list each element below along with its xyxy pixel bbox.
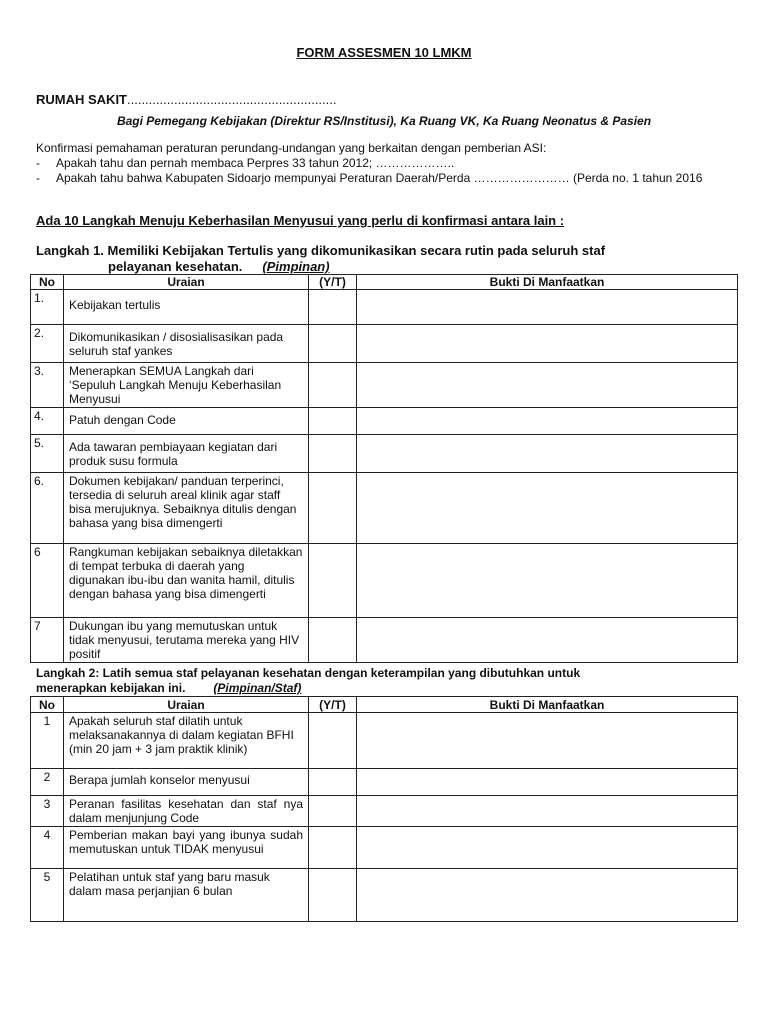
hospital-name-blank: ..........................................................: [127, 92, 337, 107]
langkah-1-line2-text: pelayanan kesehatan.: [108, 259, 243, 274]
bukti-cell[interactable]: [357, 827, 738, 869]
form-subtitle: Bagi Pemegang Kebijakan (Direktur RS/Institusi), Ka Ruang VK, Ka Ruang Neonatus & Pasien: [116, 114, 652, 128]
row-uraian: Berapa jumlah konselor menyusui: [64, 769, 309, 796]
langkah-2-line2: [36, 681, 736, 696]
table-row: [31, 713, 738, 769]
bukti-cell[interactable]: [357, 544, 738, 618]
row-uraian: Peranan fasilitas kesehatan dan staf nya dalam menjunjung Code: [64, 796, 309, 827]
langkah-1-heading: [36, 243, 736, 275]
intro-section: [36, 141, 736, 186]
hospital-name-line: [36, 92, 337, 107]
row-no: 7: [31, 618, 64, 663]
bukti-cell[interactable]: [357, 290, 738, 325]
row-no: 1: [31, 713, 64, 769]
col-header-uraian: Uraian: [64, 275, 309, 290]
intro-line: Konfirmasi pemahaman peraturan perundang-undangan yang berkaitan dengan pemberian ASI:: [36, 141, 547, 155]
table-row: [31, 473, 738, 544]
yt-cell[interactable]: [309, 713, 357, 769]
row-uraian: Kebijakan tertulis: [64, 290, 309, 325]
bukti-cell[interactable]: [357, 363, 738, 408]
yt-cell[interactable]: [309, 290, 357, 325]
bullet-dash: -: [36, 171, 40, 185]
table-row: [31, 435, 738, 473]
col-header-no: No: [31, 275, 64, 290]
col-header-no: No: [31, 697, 64, 713]
langkah-2-table: [30, 696, 738, 922]
table-row: [31, 827, 738, 869]
table-row: [31, 618, 738, 663]
yt-cell[interactable]: [309, 796, 357, 827]
row-no: 2.: [31, 325, 64, 363]
yt-cell[interactable]: [309, 869, 357, 922]
row-uraian: Dikomunikasikan / disosialisasikan pada seluruh staf yankes: [64, 325, 309, 363]
table-row: [31, 408, 738, 435]
yt-cell[interactable]: [309, 544, 357, 618]
row-no: 4: [31, 827, 64, 869]
row-no: 4.: [31, 408, 64, 435]
row-no: 5.: [31, 435, 64, 473]
yt-cell[interactable]: [309, 473, 357, 544]
table-row: [31, 869, 738, 922]
bukti-cell[interactable]: [357, 869, 738, 922]
table-row: [31, 290, 738, 325]
row-no: 3.: [31, 363, 64, 408]
bukti-cell[interactable]: [357, 408, 738, 435]
yt-cell[interactable]: [309, 827, 357, 869]
row-uraian: Ada tawaran pembiayaan kegiatan dari produk susu formula: [64, 435, 309, 473]
langkah-2-line1: Langkah 2: Latih semua staf pelayanan kesehatan dengan keterampilan yang dibutuhkan untuk: [36, 666, 581, 680]
yt-cell[interactable]: [309, 618, 357, 663]
langkah-2-heading: [36, 666, 736, 696]
row-uraian: Pemberian makan bayi yang ibunya sudah memutuskan untuk TIDAK menyusui: [64, 827, 309, 869]
col-header-bukti: Bukti Di Manfaatkan: [357, 275, 738, 290]
yt-cell[interactable]: [309, 363, 357, 408]
form-title: FORM ASSESMEN 10 LMKM: [296, 45, 472, 60]
yt-cell[interactable]: [309, 408, 357, 435]
row-uraian: Menerapkan SEMUA Langkah dari ‘Sepuluh Langkah Menuju Keberhasilan Menyusui: [64, 363, 309, 408]
bukti-cell[interactable]: [357, 713, 738, 769]
intro-item: [36, 171, 736, 186]
langkah-1-line1: Langkah 1. Memiliki Kebijakan Tertulis yang dikomunikasikan secara rutin pada seluruh staf: [36, 243, 606, 258]
bullet-dash: -: [36, 156, 40, 170]
row-uraian: Dokumen kebijakan/ panduan terperinci, tersedia di seluruh areal klinik agar staff bisa merujuknya. Sebaiknya ditulis dengan bahasa yang bisa dimengerti: [64, 473, 309, 544]
row-no: 2: [31, 769, 64, 796]
yt-cell[interactable]: [309, 435, 357, 473]
bukti-cell[interactable]: [357, 473, 738, 544]
table-row: [31, 325, 738, 363]
table-row: [31, 796, 738, 827]
langkah-1-table: [30, 274, 738, 663]
intro-item-text: Apakah tahu dan pernah membaca Perpres 33 tahun 2012; ………………..: [56, 156, 455, 170]
table-header-row: [31, 275, 738, 290]
col-header-yt: (Y/T): [309, 697, 357, 713]
intro-item-text: Apakah tahu bahwa Kabupaten Sidoarjo mempunyai Peraturan Daerah/Perda …………………… (Perda no. 1 tahun 2016: [56, 171, 703, 185]
row-no: 6: [31, 544, 64, 618]
langkah-2-line2-text: menerapkan kebijakan ini.: [36, 681, 186, 695]
row-no: 5: [31, 869, 64, 922]
table-row: [31, 544, 738, 618]
col-header-uraian: Uraian: [64, 697, 309, 713]
col-header-bukti: Bukti Di Manfaatkan: [357, 697, 738, 713]
row-no: 3: [31, 796, 64, 827]
intro-item: [36, 156, 736, 171]
row-no: 1.: [31, 290, 64, 325]
bukti-cell[interactable]: [357, 325, 738, 363]
table-row: [31, 363, 738, 408]
bukti-cell[interactable]: [357, 796, 738, 827]
langkah-1-line2: [36, 259, 736, 275]
row-uraian: Rangkuman kebijakan sebaiknya diletakkan di tempat terbuka di daerah yang digunakan ibu-ibu dan wanita hamil, ditulis dengan bahasa yang bisa dimengerti: [64, 544, 309, 618]
row-uraian: Apakah seluruh staf dilatih untuk melaksanakannya di dalam kegiatan BFHI (min 20 jam + 3 jam praktik klinik): [64, 713, 309, 769]
row-uraian: Dukungan ibu yang memutuskan untuk tidak menyusui, terutama mereka yang HIV positif: [64, 618, 309, 663]
bukti-cell[interactable]: [357, 618, 738, 663]
table-header-row: [31, 697, 738, 713]
main-heading: Ada 10 Langkah Menuju Keberhasilan Menyusui yang perlu di konfirmasi antara lain :: [36, 213, 565, 228]
table-row: [31, 769, 738, 796]
langkah-2-pic: (Pimpinan/Staf): [213, 681, 302, 695]
bukti-cell[interactable]: [357, 435, 738, 473]
row-no: 6.: [31, 473, 64, 544]
row-uraian: Pelatihan untuk staf yang baru masuk dalam masa perjanjian 6 bulan: [64, 869, 309, 922]
col-header-yt: (Y/T): [309, 275, 357, 290]
yt-cell[interactable]: [309, 325, 357, 363]
row-uraian: Patuh dengan Code: [64, 408, 309, 435]
yt-cell[interactable]: [309, 769, 357, 796]
hospital-label: RUMAH SAKIT: [36, 92, 127, 107]
langkah-1-pic: (Pimpinan): [262, 259, 330, 274]
bukti-cell[interactable]: [357, 769, 738, 796]
